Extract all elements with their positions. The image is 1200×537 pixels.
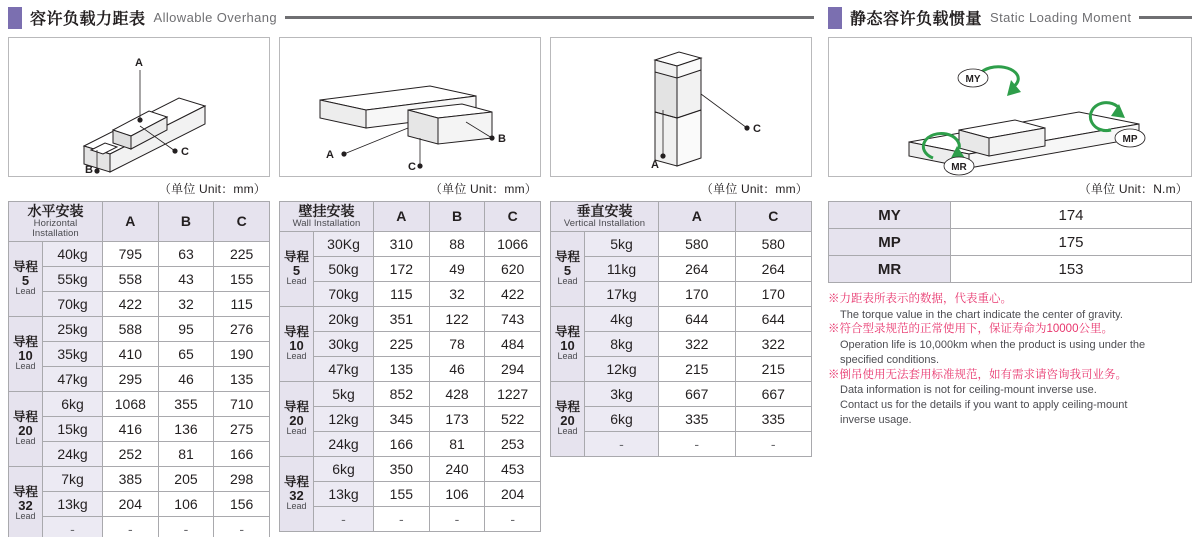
cell-b: 205 [158,466,214,491]
cell-a: 166 [374,431,430,456]
cell-b: 46 [429,356,485,381]
cell-b: 49 [429,256,485,281]
cell-a: 155 [374,481,430,506]
cell-a: 580 [659,231,736,256]
cell-a: 416 [103,416,159,441]
table-row [551,406,812,431]
cell-a: - [659,431,736,456]
table-row [9,266,270,291]
header-col-c: C [214,202,270,242]
column-wall [279,37,541,537]
cell-b: 46 [158,366,214,391]
cell-a: 351 [374,306,430,331]
cell-a: 252 [103,441,159,466]
header-col-a: A [659,202,736,232]
svg-text:MR: MR [951,162,967,173]
table-row [280,481,541,506]
section-title-cn: 容许负载力距表 [30,11,146,28]
cell-c: 215 [735,356,812,381]
cell-a: 310 [374,231,430,256]
cell-c: 667 [735,381,812,406]
load-value: 5kg [314,381,374,406]
lead-group-10: 导程 10 Lead [280,306,314,381]
table-row [9,416,270,441]
cell-c: 335 [735,406,812,431]
note-line: inverse usage. [840,413,912,426]
note-line: Data information is not for ceiling-mount inverse use. [840,384,1097,397]
cell-a: 204 [103,491,159,516]
cell-c: 155 [214,266,270,291]
cell-b: 428 [429,381,485,406]
load-value: 30kg [314,331,374,356]
table-horizontal-installation [8,201,270,537]
lead-group-5: 导程 5 Lead [280,231,314,306]
load-value: 6kg [585,406,659,431]
table-row [9,366,270,391]
table-row [9,466,270,491]
table-row [280,231,541,256]
section-title-en: Static Loading Moment [990,10,1132,25]
cell-b: 122 [429,306,485,331]
cell-a: 422 [103,291,159,316]
table-row [9,291,270,316]
table-row [9,241,270,266]
cell-c: 170 [735,281,812,306]
note-line: The torque value in the chart indicate the center of gravity. [840,308,1123,321]
svg-text:B: B [85,164,93,176]
load-value: 5kg [585,231,659,256]
cell-c: 135 [214,366,270,391]
load-value: 70kg [314,281,374,306]
cell-c: 253 [485,431,541,456]
cell-a: - [103,516,159,537]
cell-b: 88 [429,231,485,256]
table-row [551,281,812,306]
unit-label-vertical: （单位 Unit：mm） [700,182,808,196]
figure-vertical-installation [550,37,812,177]
cell-b: 78 [429,331,485,356]
lead-group-32: 导程 32 Lead [280,456,314,531]
table-row [9,341,270,366]
cell-c: 620 [485,256,541,281]
table-row [551,231,812,256]
header-installation-wall: 壁挂安装 Wall Installation [280,202,374,232]
cell-c: 264 [735,256,812,281]
lead-group-5: 导程 5 Lead [551,231,585,306]
cell-c: 190 [214,341,270,366]
load-value: 15kg [43,416,103,441]
note-line: Contact us for the details if you want to apply ceiling-mount [840,398,1128,411]
cell-c: 484 [485,331,541,356]
section-divider [1139,16,1192,19]
figure-static-loading-moment [828,37,1192,177]
load-value: 12kg [585,356,659,381]
cell-c: 276 [214,316,270,341]
load-value: 30Kg [314,231,374,256]
notes-block [828,292,1192,428]
cell-c: 1066 [485,231,541,256]
lead-group-20: 导程 20 Lead [551,381,585,456]
table-row [9,316,270,341]
load-value: 55kg [43,266,103,291]
cell-b: 240 [429,456,485,481]
table-header-row [9,202,270,242]
cell-a: 350 [374,456,430,481]
table-vertical-installation [550,201,812,457]
header-installation-vertical: 垂直安装 Vertical Installation [551,202,659,232]
note-line: ※符合型录规范的正常使用下，保证寿命为10000公里。 [828,323,1113,336]
load-value: 6kg [43,391,103,416]
header-col-c: C [485,202,541,232]
cell-a: 295 [103,366,159,391]
table-row [829,202,1192,229]
section-title-en: Allowable Overhang [153,10,278,25]
load-value: 40kg [43,241,103,266]
cell-a: 335 [659,406,736,431]
cell-b: 43 [158,266,214,291]
cell-a: 172 [374,256,430,281]
table-header-row [280,202,541,232]
lead-group-20: 导程 20 Lead [280,381,314,456]
load-value: 13kg [314,481,374,506]
moment-label-my: MY [829,202,951,229]
table-row [551,431,812,456]
table-row [9,391,270,416]
load-value: 24kg [43,441,103,466]
header-col-c: C [735,202,812,232]
note-line: ※力距表所表示的数据，代表重心。 [828,293,1012,305]
cell-a: 322 [659,331,736,356]
header-col-b: B [429,202,485,232]
cell-c: 204 [485,481,541,506]
lead-group-32: 导程 32 Lead [9,466,43,537]
cell-a: 135 [374,356,430,381]
moment-value-my: 174 [951,202,1192,229]
table-row [551,256,812,281]
load-value: 50kg [314,256,374,281]
load-value: 4kg [585,306,659,331]
table-row [280,431,541,456]
load-value: 35kg [43,341,103,366]
allowable-overhang-section [8,6,814,537]
moment-value-mr: 153 [951,256,1192,283]
section-title-cn: 静态容许负载惯量 [850,11,983,28]
moment-label-mr: MR [829,256,951,283]
load-value: 11kg [585,256,659,281]
load-value: 13kg [43,491,103,516]
svg-text:C: C [753,123,761,135]
svg-text:MP: MP [1122,134,1138,145]
cell-c: 294 [485,356,541,381]
cell-b: 63 [158,241,214,266]
note-line: specified conditions. [840,353,940,366]
cell-c: 156 [214,491,270,516]
cell-c: 422 [485,281,541,306]
table-row [280,331,541,356]
load-value: 7kg [43,466,103,491]
svg-text:A: A [651,159,659,171]
cell-a: 644 [659,306,736,331]
cell-c: 225 [214,241,270,266]
table-row [280,456,541,481]
moment-label-mp: MP [829,229,951,256]
lead-group-20: 导程 20 Lead [9,391,43,466]
cell-b: 65 [158,341,214,366]
static-loading-moment-section [828,6,1192,428]
table-row [280,306,541,331]
cell-b: 81 [429,431,485,456]
header-installation-horizontal: 水平安装 Horizontal Installation [9,202,103,242]
cell-b: 32 [158,291,214,316]
cell-c: - [214,516,270,537]
table-static-loading-moment [828,201,1192,283]
svg-text:MY: MY [965,74,981,85]
table-row [9,441,270,466]
cell-c: 322 [735,331,812,356]
figure-moment-wrapper [828,37,1192,201]
table-row [829,229,1192,256]
header-col-b: B [158,202,214,242]
table-row [280,406,541,431]
cell-b: - [429,506,485,531]
cell-c: 298 [214,466,270,491]
cell-c: - [485,506,541,531]
cell-b: 173 [429,406,485,431]
header-col-a: A [103,202,159,242]
load-value: 12kg [314,406,374,431]
load-value: 6kg [314,456,374,481]
figure-horizontal-installation [8,37,270,177]
cell-a: 558 [103,266,159,291]
table-row [280,381,541,406]
cell-a: - [374,506,430,531]
load-value: - [43,516,103,537]
table-row [551,306,812,331]
cell-c: 522 [485,406,541,431]
lead-group-5: 导程 5 Lead [9,241,43,316]
table-row [280,256,541,281]
section-accent-bar [828,7,842,29]
load-value: 25kg [43,316,103,341]
cell-c: - [735,431,812,456]
note-line: ※倒吊使用无法套用标准规范，如有需求请咨询我司业务。 [828,368,1127,381]
cell-a: 170 [659,281,736,306]
moment-value-mp: 175 [951,229,1192,256]
table-row [9,516,270,537]
svg-text:A: A [326,149,334,161]
table-row [280,356,541,381]
cell-c: 644 [735,306,812,331]
cell-c: 1227 [485,381,541,406]
table-row [280,506,541,531]
section-divider [285,16,814,19]
cell-c: 743 [485,306,541,331]
column-horizontal [8,37,270,537]
cell-a: 215 [659,356,736,381]
unit-label-moment: （单位 Unit：N.m） [1078,182,1188,196]
svg-text:A: A [135,57,143,69]
cell-b: 136 [158,416,214,441]
cell-b: - [158,516,214,537]
cell-a: 795 [103,241,159,266]
overhang-columns [8,37,814,537]
cell-c: 166 [214,441,270,466]
table-row [551,356,812,381]
unit-label-horizontal: （单位 Unit：mm） [158,182,266,196]
table-row [551,331,812,356]
load-value: 47kg [43,366,103,391]
load-value: 24kg [314,431,374,456]
table-row [829,256,1192,283]
load-value: 70kg [43,291,103,316]
table-header-row [551,202,812,232]
cell-b: 32 [429,281,485,306]
cell-a: 385 [103,466,159,491]
load-value: 47kg [314,356,374,381]
cell-b: 106 [158,491,214,516]
lead-group-10: 导程 10 Lead [551,306,585,381]
load-value: 3kg [585,381,659,406]
cell-a: 115 [374,281,430,306]
column-vertical [550,37,812,537]
cell-a: 588 [103,316,159,341]
load-value: - [585,431,659,456]
cell-c: 710 [214,391,270,416]
svg-text:C: C [408,161,416,173]
cell-a: 264 [659,256,736,281]
table-row [9,491,270,516]
table-row [551,381,812,406]
cell-a: 667 [659,381,736,406]
lead-group-10: 导程 10 Lead [9,316,43,391]
cell-a: 852 [374,381,430,406]
load-value: - [314,506,374,531]
cell-c: 453 [485,456,541,481]
table-wall-installation [279,201,541,532]
header-col-a: A [374,202,430,232]
section-accent-bar [8,7,22,29]
cell-b: 106 [429,481,485,506]
section-header-overhang [8,6,814,29]
load-value: 8kg [585,331,659,356]
cell-a: 225 [374,331,430,356]
unit-label-wall: （单位 Unit：mm） [429,182,537,196]
cell-b: 95 [158,316,214,341]
svg-text:B: B [498,133,506,145]
cell-a: 410 [103,341,159,366]
load-value: 20kg [314,306,374,331]
cell-c: 275 [214,416,270,441]
cell-a: 345 [374,406,430,431]
table-row [280,281,541,306]
svg-text:C: C [181,146,189,158]
load-value: 17kg [585,281,659,306]
cell-b: 81 [158,441,214,466]
note-line: Operation life is 10,000km when the product is using under the [840,338,1146,351]
cell-a: 1068 [103,391,159,416]
figure-wall-installation [279,37,541,177]
cell-c: 115 [214,291,270,316]
section-header-moment [828,6,1192,29]
cell-c: 580 [735,231,812,256]
cell-b: 355 [158,391,214,416]
